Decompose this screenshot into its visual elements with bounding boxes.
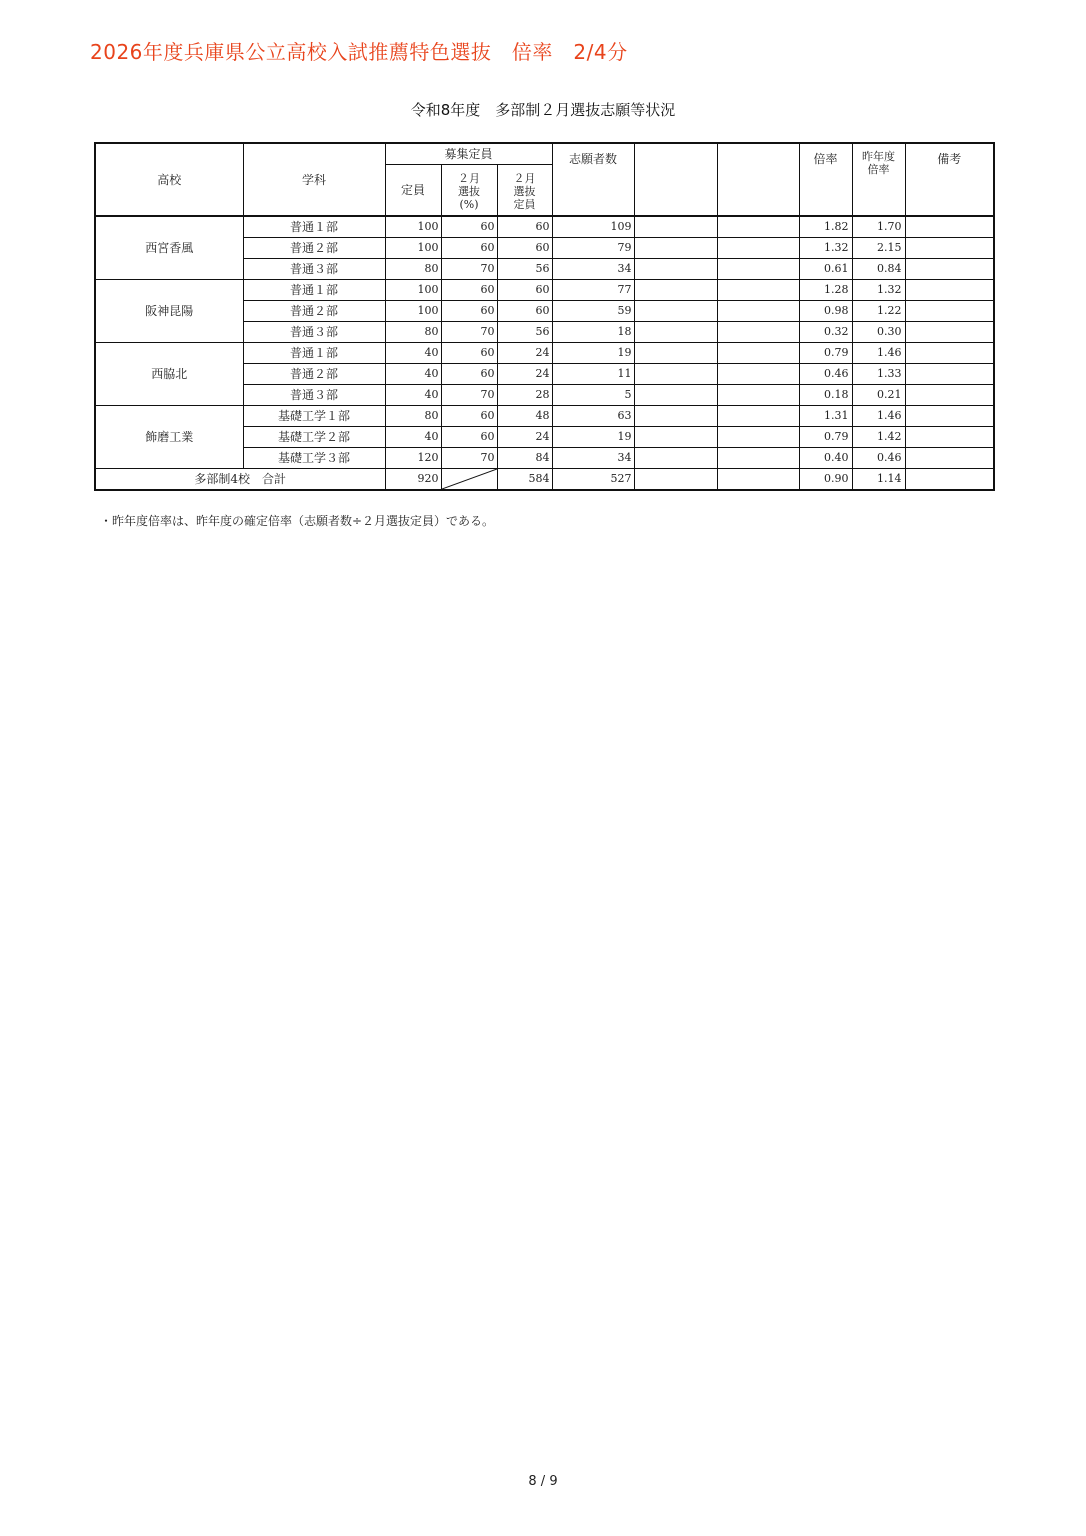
blank-cell xyxy=(717,364,799,385)
remarks-cell xyxy=(905,364,994,385)
feb-pct-cell: 60 xyxy=(441,406,497,427)
capacity-cell: 80 xyxy=(385,322,441,343)
school-name: 阪神昆陽 xyxy=(95,280,243,343)
remarks-cell xyxy=(905,280,994,301)
total-feb-pct-slash-cell xyxy=(441,469,497,491)
ratio-cell: 0.98 xyxy=(799,301,852,322)
header-school: 高校 xyxy=(95,143,243,216)
blank-cell xyxy=(717,216,799,238)
remarks-cell xyxy=(905,448,994,469)
last-year-ratio-cell: 0.46 xyxy=(852,448,905,469)
feb-capacity-cell: 84 xyxy=(497,448,552,469)
last-year-ratio-cell: 1.33 xyxy=(852,364,905,385)
ratio-cell: 0.79 xyxy=(799,427,852,448)
capacity-cell: 80 xyxy=(385,406,441,427)
feb-capacity-cell: 60 xyxy=(497,216,552,238)
table-row xyxy=(95,343,994,364)
applicants-cell: 79 xyxy=(552,238,634,259)
feb-capacity-cell: 24 xyxy=(497,427,552,448)
blank-cell xyxy=(717,448,799,469)
blank-cell xyxy=(717,427,799,448)
total-row xyxy=(95,469,994,491)
capacity-cell: 40 xyxy=(385,343,441,364)
ratio-cell: 0.40 xyxy=(799,448,852,469)
applicants-cell: 34 xyxy=(552,259,634,280)
remarks-cell xyxy=(905,216,994,238)
blank-cell xyxy=(634,406,717,427)
blank-cell xyxy=(717,280,799,301)
applicants-cell: 59 xyxy=(552,301,634,322)
feb-pct-cell: 60 xyxy=(441,301,497,322)
ratio-cell: 0.18 xyxy=(799,385,852,406)
applications-table xyxy=(94,142,995,491)
header-title: 2026年度兵庫県公立高校入試推薦特色選抜 倍率 2/4分 xyxy=(90,40,628,64)
last-year-ratio-cell: 1.46 xyxy=(852,406,905,427)
feb-pct-cell: 60 xyxy=(441,280,497,301)
capacity-cell: 120 xyxy=(385,448,441,469)
department-cell: 普通３部 xyxy=(243,259,385,280)
blank-cell xyxy=(634,427,717,448)
feb-pct-cell: 60 xyxy=(441,238,497,259)
department-cell: 普通３部 xyxy=(243,322,385,343)
applicants-cell: 63 xyxy=(552,406,634,427)
blank-cell xyxy=(634,280,717,301)
blank-cell xyxy=(634,216,717,238)
remarks-cell xyxy=(905,238,994,259)
feb-pct-cell: 60 xyxy=(441,216,497,238)
last-year-ratio-cell: 1.22 xyxy=(852,301,905,322)
blank-cell xyxy=(717,238,799,259)
department-cell: 普通１部 xyxy=(243,280,385,301)
remarks-cell xyxy=(905,427,994,448)
last-year-ratio-cell: 0.30 xyxy=(852,322,905,343)
ratio-cell: 0.79 xyxy=(799,343,852,364)
header-capacity: 定員 xyxy=(385,165,441,217)
page-number: 8 / 9 xyxy=(528,1474,558,1489)
applicants-cell: 11 xyxy=(552,364,634,385)
feb-pct-cell: 60 xyxy=(441,364,497,385)
capacity-cell: 100 xyxy=(385,280,441,301)
applicants-cell: 34 xyxy=(552,448,634,469)
feb-capacity-cell: 28 xyxy=(497,385,552,406)
blank-cell xyxy=(634,469,717,491)
department-cell: 普通１部 xyxy=(243,216,385,238)
total-last-year-ratio-cell: 1.14 xyxy=(852,469,905,491)
applicants-cell: 18 xyxy=(552,322,634,343)
ratio-cell: 0.61 xyxy=(799,259,852,280)
blank-cell xyxy=(717,259,799,280)
blank-cell xyxy=(717,301,799,322)
blank-cell xyxy=(634,364,717,385)
total-applicants-cell: 527 xyxy=(552,469,634,491)
feb-pct-cell: 70 xyxy=(441,322,497,343)
blank-cell xyxy=(634,322,717,343)
department-cell: 基礎工学１部 xyxy=(243,406,385,427)
total-label: 多部制4校 合計 xyxy=(95,469,385,491)
capacity-cell: 40 xyxy=(385,364,441,385)
total-feb-capacity-cell: 584 xyxy=(497,469,552,491)
table-row xyxy=(95,216,994,238)
document-title: 令和8年度 多部制２月選抜志願等状況 xyxy=(410,101,676,119)
last-year-ratio-cell: 0.84 xyxy=(852,259,905,280)
blank-cell xyxy=(634,301,717,322)
blank-cell xyxy=(634,259,717,280)
feb-pct-cell: 70 xyxy=(441,448,497,469)
department-cell: 普通１部 xyxy=(243,343,385,364)
ratio-cell: 0.46 xyxy=(799,364,852,385)
feb-pct-cell: 70 xyxy=(441,385,497,406)
feb-pct-cell: 60 xyxy=(441,427,497,448)
department-cell: 基礎工学３部 xyxy=(243,448,385,469)
blank-cell xyxy=(717,406,799,427)
applicants-cell: 19 xyxy=(552,343,634,364)
header-blank-2 xyxy=(717,143,799,216)
remarks-cell xyxy=(905,322,994,343)
feb-pct-cell: 60 xyxy=(441,343,497,364)
department-cell: 普通３部 xyxy=(243,385,385,406)
blank-cell xyxy=(634,343,717,364)
applicants-cell: 19 xyxy=(552,427,634,448)
blank-cell xyxy=(717,469,799,491)
diagonal-slash xyxy=(442,469,497,489)
applicants-cell: 77 xyxy=(552,280,634,301)
total-ratio-cell: 0.90 xyxy=(799,469,852,491)
last-year-ratio-cell: 1.42 xyxy=(852,427,905,448)
feb-pct-cell: 70 xyxy=(441,259,497,280)
school-name: 西脇北 xyxy=(95,343,243,406)
applicants-cell: 109 xyxy=(552,216,634,238)
last-year-ratio-cell: 1.46 xyxy=(852,343,905,364)
header-feb-pct: ２月 選抜 (%) xyxy=(441,165,497,217)
feb-capacity-cell: 60 xyxy=(497,280,552,301)
header-remarks: 備考 xyxy=(905,143,994,216)
blank-cell xyxy=(717,385,799,406)
ratio-cell: 1.82 xyxy=(799,216,852,238)
capacity-cell: 100 xyxy=(385,216,441,238)
department-cell: 普通２部 xyxy=(243,238,385,259)
blank-cell xyxy=(634,448,717,469)
remarks-cell xyxy=(905,343,994,364)
footnote: ・昨年度倍率は、昨年度の確定倍率（志願者数÷２月選抜定員）である。 xyxy=(100,514,495,528)
remarks-cell xyxy=(905,385,994,406)
table-row xyxy=(95,280,994,301)
feb-capacity-cell: 24 xyxy=(497,343,552,364)
capacity-cell: 80 xyxy=(385,259,441,280)
header-row-1 xyxy=(95,143,994,165)
header-blank-1 xyxy=(634,143,717,216)
blank-cell xyxy=(634,238,717,259)
feb-capacity-cell: 56 xyxy=(497,259,552,280)
blank-cell xyxy=(717,322,799,343)
applicants-cell: 5 xyxy=(552,385,634,406)
ratio-cell: 1.31 xyxy=(799,406,852,427)
last-year-ratio-cell: 2.15 xyxy=(852,238,905,259)
capacity-cell: 100 xyxy=(385,238,441,259)
table-row xyxy=(95,406,994,427)
ratio-cell: 0.32 xyxy=(799,322,852,343)
ratio-cell: 1.32 xyxy=(799,238,852,259)
last-year-ratio-cell: 1.70 xyxy=(852,216,905,238)
remarks-cell xyxy=(905,469,994,491)
remarks-cell xyxy=(905,301,994,322)
department-cell: 普通２部 xyxy=(243,364,385,385)
department-cell: 普通２部 xyxy=(243,301,385,322)
capacity-cell: 40 xyxy=(385,385,441,406)
header-last-year-ratio: 昨年度 倍率 xyxy=(852,143,905,216)
school-name: 西宮香風 xyxy=(95,216,243,280)
feb-capacity-cell: 48 xyxy=(497,406,552,427)
capacity-cell: 40 xyxy=(385,427,441,448)
feb-capacity-cell: 60 xyxy=(497,238,552,259)
total-capacity-cell: 920 xyxy=(385,469,441,491)
feb-capacity-cell: 60 xyxy=(497,301,552,322)
school-name: 飾磨工業 xyxy=(95,406,243,469)
capacity-cell: 100 xyxy=(385,301,441,322)
feb-capacity-cell: 56 xyxy=(497,322,552,343)
header-recruitment-group: 募集定員 xyxy=(385,143,552,165)
header-feb-capacity: ２月 選抜 定員 xyxy=(497,165,552,217)
ratio-cell: 1.28 xyxy=(799,280,852,301)
last-year-ratio-cell: 1.32 xyxy=(852,280,905,301)
blank-cell xyxy=(634,385,717,406)
department-cell: 基礎工学２部 xyxy=(243,427,385,448)
remarks-cell xyxy=(905,406,994,427)
remarks-cell xyxy=(905,259,994,280)
feb-capacity-cell: 24 xyxy=(497,364,552,385)
header-ratio: 倍率 xyxy=(799,143,852,216)
header-department: 学科 xyxy=(243,143,385,216)
header-applicants: 志願者数 xyxy=(552,143,634,216)
last-year-ratio-cell: 0.21 xyxy=(852,385,905,406)
blank-cell xyxy=(717,343,799,364)
